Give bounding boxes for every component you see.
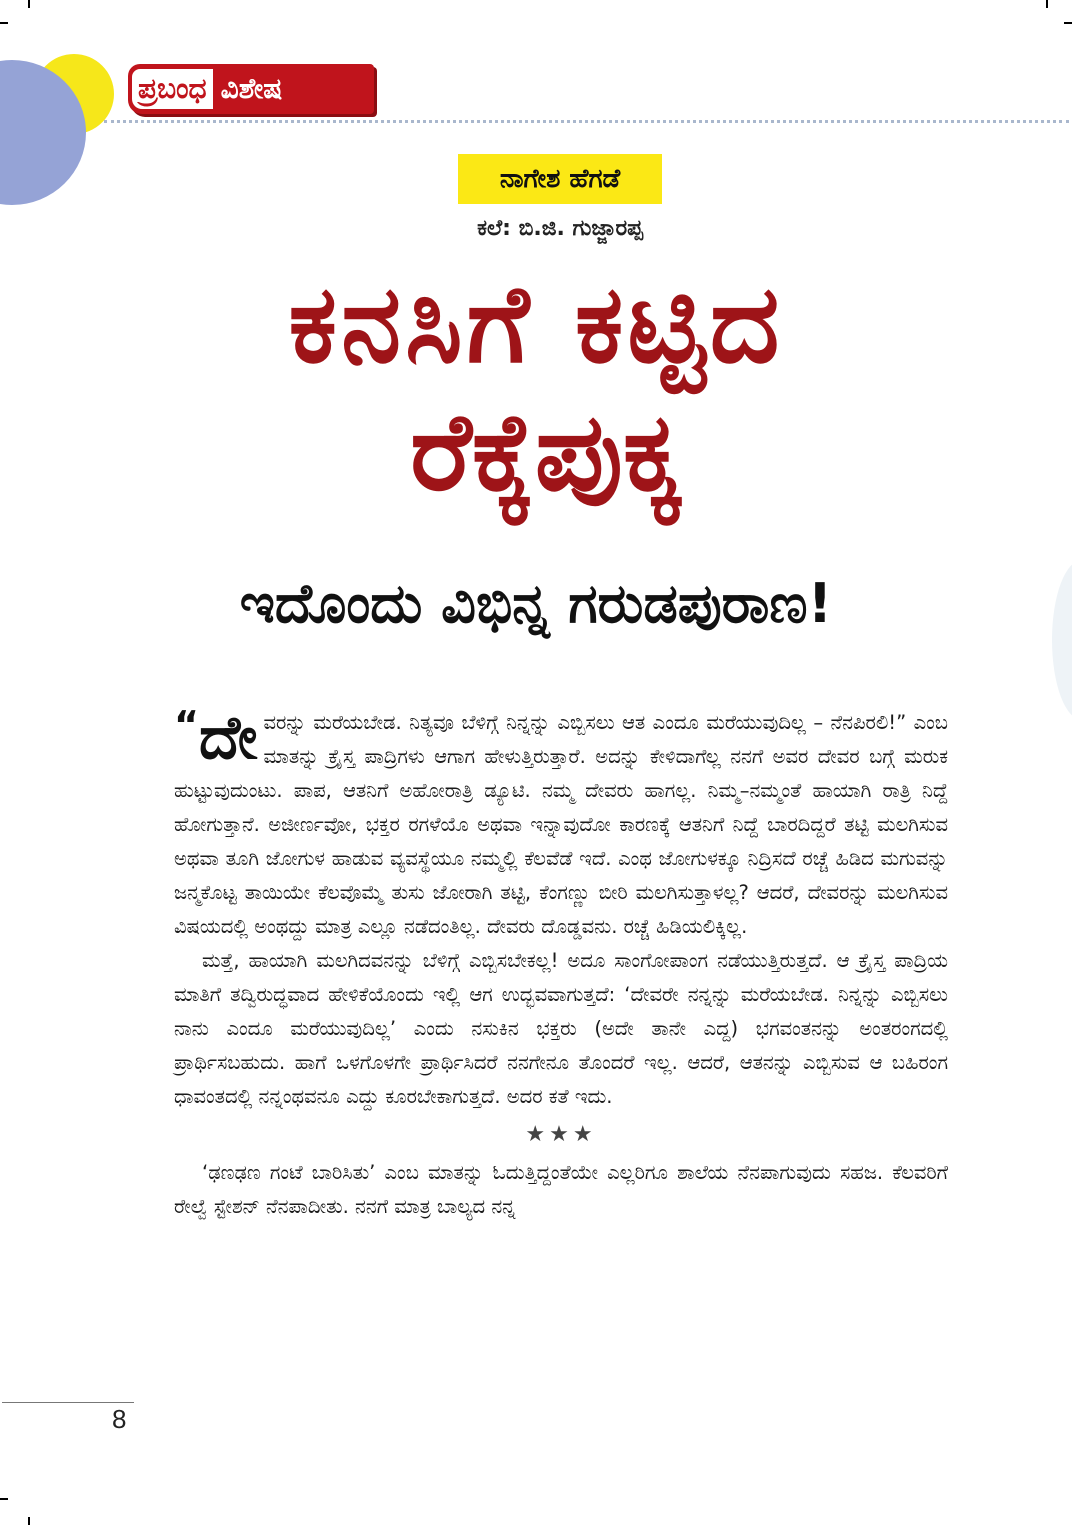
article-body — [174, 703, 948, 1224]
paragraph-1-text: ವರನ್ನು ಮರೆಯಬೇಡ. ನಿತ್ಯವೂ ಬೆಳಿಗ್ಗೆ ನಿನ್ನನ್ನು ಎಬ್ಬಿಸಲು ಆತ ಎಂದೂ ಮರೆಯುವುದಿಲ್ಲ – ನೆನಪಿರಲಿ!” ಎಂಬ ಮಾತನ್ನು ಕ್ರೈಸ್ತ ಪಾದ್ರಿಗಳು ಆಗಾಗ ಹೇಳುತ್ತಿರುತ್ತಾರೆ. ಅದನ್ನು ಕೇಳಿದಾಗೆಲ್ಲ ನನಗೆ ಅವರ ದೇವರ ಬಗ್ಗೆ ಮರುಕ ಹುಟ್ಟುವುದುಂಟು. ಪಾಪ, ಆತನಿಗೆ ಅಹೋರಾತ್ರಿ ಡ್ಯೂಟಿ. ನಮ್ಮ ದೇವರು ಹಾಗಲ್ಲ. ನಿಮ್ಮ–ನಮ್ಮಂತೆ ಹಾಯಾಗಿ ರಾತ್ರಿ ನಿದ್ದೆ ಹೋಗುತ್ತಾನೆ. ಅಜೀರ್ಣವೋ, ಭಕ್ತರ ರಗಳೆಯೊ ಅಥವಾ ಇನ್ನಾವುದೋ ಕಾರಣಕ್ಕೆ ಆತನಿಗೆ ನಿದ್ದೆ ಬಾರದಿದ್ದರೆ ತಟ್ಟಿ ಮಲಗಿಸುವ ಅಥವಾ ತೂಗಿ ಜೋಗುಳ ಹಾಡುವ ವ್ಯವಸ್ಥೆಯೂ ನಮ್ಮಲ್ಲಿ ಕೆಲವೆಡೆ ಇದೆ. ಎಂಥ ಜೋಗುಳಕ್ಕೂ ನಿದ್ರಿಸದೆ ರಚ್ಚೆ ಹಿಡಿದ ಮಗುವನ್ನು ಜನ್ಮಕೊಟ್ಟ ತಾಯಿಯೇ ಕೆಲವೊಮ್ಮೆ ತುಸು ಜೋರಾಗಿ ತಟ್ಟಿ, ಕೆಂಗಣ್ಣು ಬೀರಿ ಮಲಗಿಸುತ್ತಾಳಲ್ಲ? ಆದರೆ, ದೇವರನ್ನು ಮಲಗಿಸುವ ವಿಷಯದಲ್ಲಿ ಅಂಥದ್ದು ಮಾತ್ರ ಎಲ್ಲೂ ನಡೆದಂತಿಲ್ಲ. ದೇವರು ದೊಡ್ಡವನು. ರಚ್ಚೆ ಹಿಡಿಯಲಿಕ್ಕಿಲ್ಲ. — [174, 711, 948, 938]
paragraph-2: ಮತ್ತೆ, ಹಾಯಾಗಿ ಮಲಗಿದವನನ್ನು ಬೆಳಿಗ್ಗೆ ಎಬ್ಬಿಸಬೇಕಲ್ಲ! ಅದೂ ಸಾಂಗೋಪಾಂಗ ನಡೆಯುತ್ತಿರುತ್ತದೆ. ಆ ಕ್ರೈಸ್ತ ಪಾದ್ರಿಯ ಮಾತಿಗೆ ತದ್ವಿರುದ್ಧವಾದ ಹೇಳಿಕೆಯೊಂದು ಇಲ್ಲಿ ಆಗ ಉದ್ಭವವಾಗುತ್ತದೆ: ‘ದೇವರೇ ನನ್ನನ್ನು ಮರೆಯಬೇಡ. ನಿನ್ನನ್ನು ಎಬ್ಬಿಸಲು ನಾನು ಎಂದೂ ಮರೆಯುವುದಿಲ್ಲ’ ಎಂದು ನಸುಕಿನ ಭಕ್ತರು (ಅದೇ ತಾನೇ ಎದ್ದ) ಭಗವಂತನನ್ನು ಅಂತರಂಗದಲ್ಲಿ ಪ್ರಾರ್ಥಿಸಬಹುದು. ಹಾಗೆ ಒಳಗೊಳಗೇ ಪ್ರಾರ್ಥಿಸಿದರೆ ನನಗೇನೂ ತೊಂದರೆ ಇಲ್ಲ. ಆದರೆ, ಆತನನ್ನು ಎಬ್ಬಿಸುವ ಆ ಬಹಿರಂಗ ಧಾವಂತದಲ್ಲಿ ನನ್ನಂಥವನೂ ಎದ್ದು ಕೂರಬೇಕಾಗುತ್ತದೆ. ಅದರ ಕತೆ ಇದು. — [174, 949, 948, 1108]
illustrator-credit: ಕಲೆ: ಬಿ.ಜಿ. ಗುಜ್ಜಾರಪ್ಪ — [477, 216, 643, 241]
section-label — [128, 64, 374, 114]
paragraph-3: ‘ಢಣಢಣ ಗಂಟೆ ಬಾರಿಸಿತು’ ಎಂಬ ಮಾತನ್ನು ಓದುತ್ತಿದ್ದಂತೆಯೇ ಎಲ್ಲರಿಗೂ ಶಾಲೆಯ ನೆನಪಾಗುವುದು ಸಹಜ. ಕೆಲವರಿಗೆ ರೇಲ್ವೆ ಸ್ಟೇಶನ್ ನೆನಪಾದೀತು. ನನಗೆ ಮಾತ್ರ ಬಾಲ್ಯದ ನನ್ನ — [174, 1161, 948, 1218]
open-quote: “ — [174, 703, 199, 747]
drop-cap-letter: ದೇ — [198, 703, 258, 773]
footer-rule — [2, 1402, 134, 1403]
section-separator: ★★★ — [525, 1122, 597, 1147]
crop-mark-top-left — [28, 0, 30, 8]
section-label-part1: ಪ್ರಬಂಧ — [132, 69, 213, 109]
crop-mark-right-top — [1064, 22, 1072, 24]
page-number: 8 — [112, 1404, 127, 1434]
crop-mark-bottom-left — [28, 1517, 30, 1525]
drop-cap — [174, 703, 258, 773]
dotted-divider — [104, 120, 1069, 123]
article-subtitle: ಇದೊಂದು ವಿಭಿನ್ನ ಗರುಡಪುರಾಣ! — [239, 572, 833, 635]
crop-mark-top-right — [1046, 0, 1048, 8]
article-title-line-1: ಕನಸಿಗೆ ಕಟ್ಟಿದ — [288, 262, 784, 387]
article-title-line-2: ರೆಕ್ಕೆಪುಕ್ಕ — [410, 390, 682, 515]
paragraph-1 — [174, 703, 948, 944]
crop-mark-left-bottom — [0, 1498, 8, 1500]
author-name: ನಾಗೇಶ ಹೆಗಡೆ — [458, 154, 662, 204]
section-label-part2: ವಿಶೇಷ — [220, 72, 283, 105]
crop-mark-left-top — [0, 22, 8, 24]
